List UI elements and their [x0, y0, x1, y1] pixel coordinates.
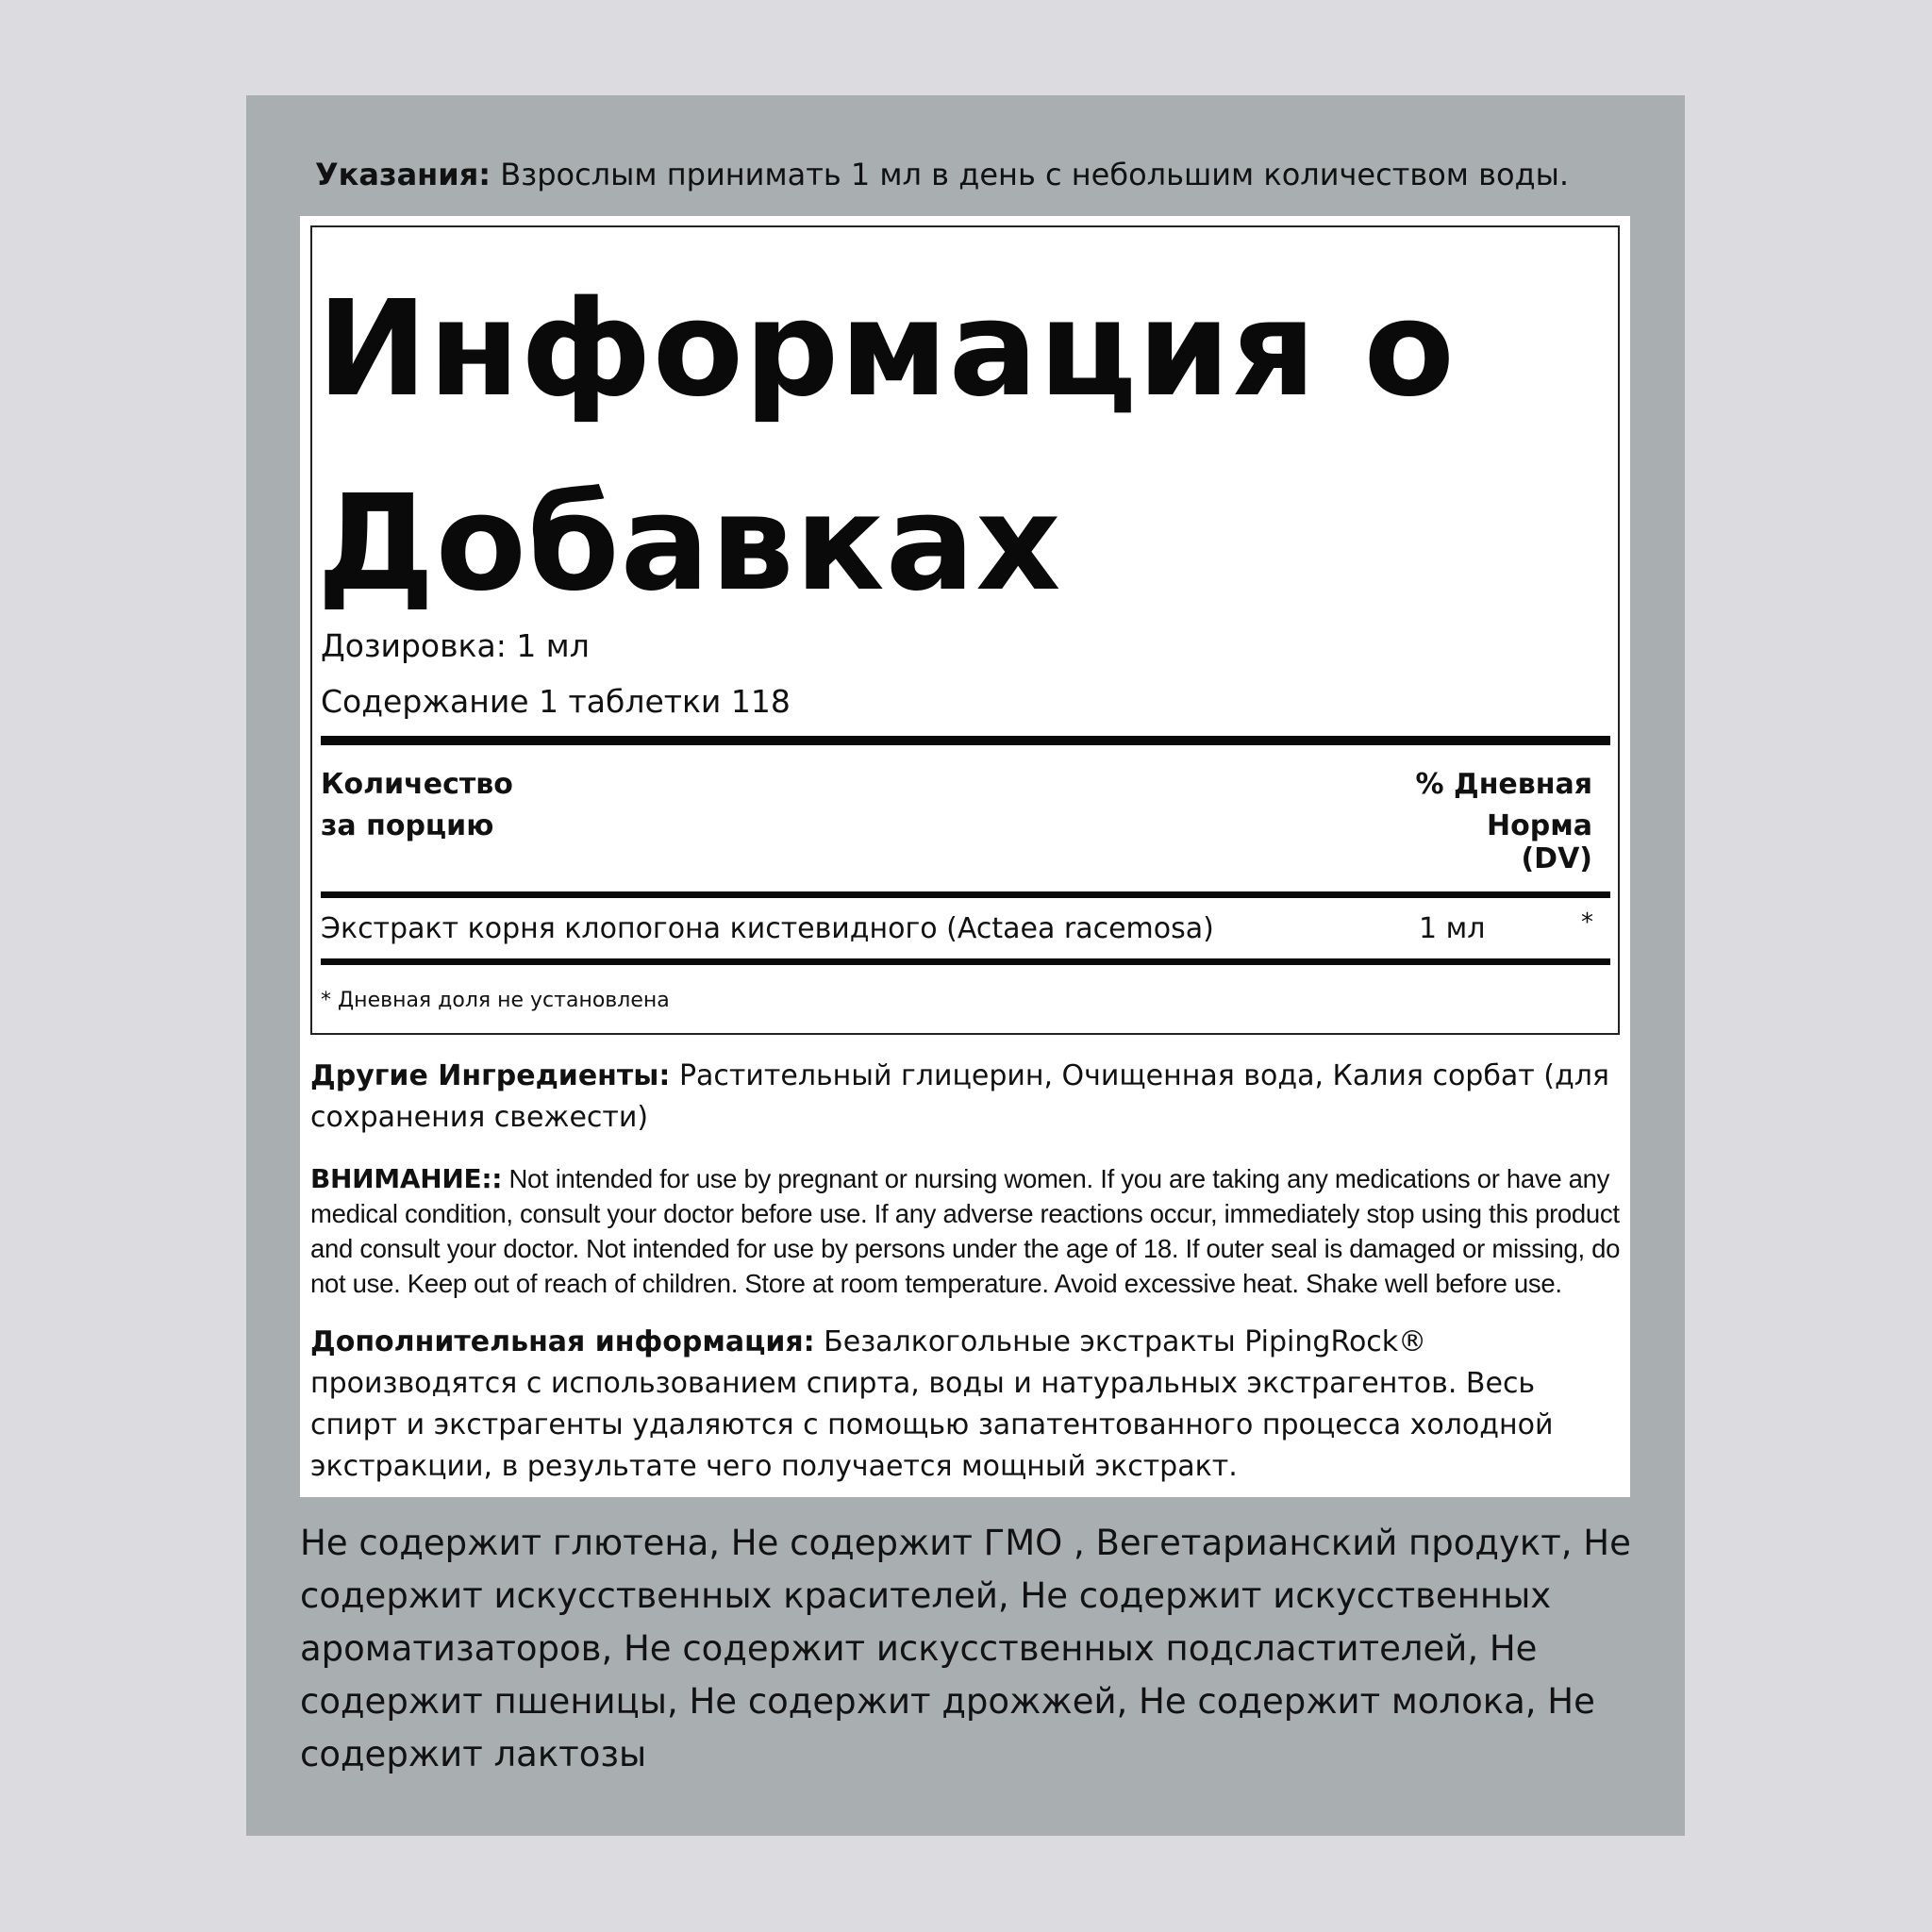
- thick-divider-top: [321, 736, 1610, 745]
- facts-title: Информация о Добавках: [317, 273, 1456, 621]
- other-ingredients: [310, 1056, 1622, 1139]
- directions-label: Указания:: [315, 157, 491, 192]
- warning: [310, 1161, 1622, 1301]
- other-ingredients-label: Другие Ингредиенты:: [310, 1059, 671, 1092]
- directions-text: [315, 154, 1636, 195]
- additional-info-label: Дополнительная информация:: [310, 1325, 815, 1358]
- serving-size: Дозировка: 1 мл: [321, 627, 590, 664]
- additional-info: [310, 1322, 1622, 1488]
- product-claims: Не содержит глютена, Не содержит ГМО , Вегетарианский продукт, Не содержит искусственных красителей, Не содержит искусственных ароматизаторов, Не содержит искусственных подсластителей, Не содержит пшеницы, Не содержит дрожжей, Не содержит молока, Не содержит лактозы: [300, 1523, 1631, 1774]
- amount-per-serving-header: [321, 764, 513, 847]
- ingredient-dv: *: [1581, 908, 1593, 937]
- additional-info-text: Безалкогольные экстракты PipingRock® производятся с использованием спирта, воды и натуральных экстрагентов. Весь спирт и экстрагенты удаляются с помощью запатентованного процесса холодной экстракции, в результате чего получается мощный экстракт.: [310, 1325, 1554, 1483]
- warning-label: ВНИМАНИЕ::: [310, 1163, 503, 1194]
- amount-header-line1: Количество: [321, 768, 513, 801]
- thick-divider-bottom: [321, 958, 1610, 965]
- dv-footnote: * Дневная доля не установлена: [321, 989, 670, 1012]
- warning-text: Not intended for use by pregnant or nursing women. If you are taking any medications or have any medical condition, consult your doctor before use. If any adverse reactions occur, immediately stop using this product and consult your doctor. Not intended for use by persons under the age of 18. If outer seal is damaged or missing, do not use. Keep out of reach of children. Store at room temperature. Avoid excessive heat. Shake well before use.: [310, 1164, 1621, 1298]
- thick-divider-middle: [321, 891, 1610, 898]
- directions-body: Взрослым принимать 1 мл в день с небольшим количеством воды.: [491, 157, 1570, 192]
- dv-header-line3: (DV): [1521, 842, 1592, 875]
- dv-header-line2: Норма: [1487, 809, 1592, 842]
- ingredient-name: Экстракт корня клопогона кистевидного (Actaea racemosa): [321, 912, 1214, 945]
- amount-header-line2: за порцию: [321, 809, 494, 842]
- ingredient-amount: 1 мл: [1419, 912, 1486, 945]
- daily-value-header: [1415, 764, 1592, 875]
- dv-header-line1: % Дневная: [1415, 768, 1592, 801]
- servings-per-container: Содержание 1 таблетки 118: [321, 683, 791, 720]
- other-ingredients-text: Растительный глицерин, Очищенная вода, Калия сорбат (для сохранения свежести): [310, 1059, 1609, 1134]
